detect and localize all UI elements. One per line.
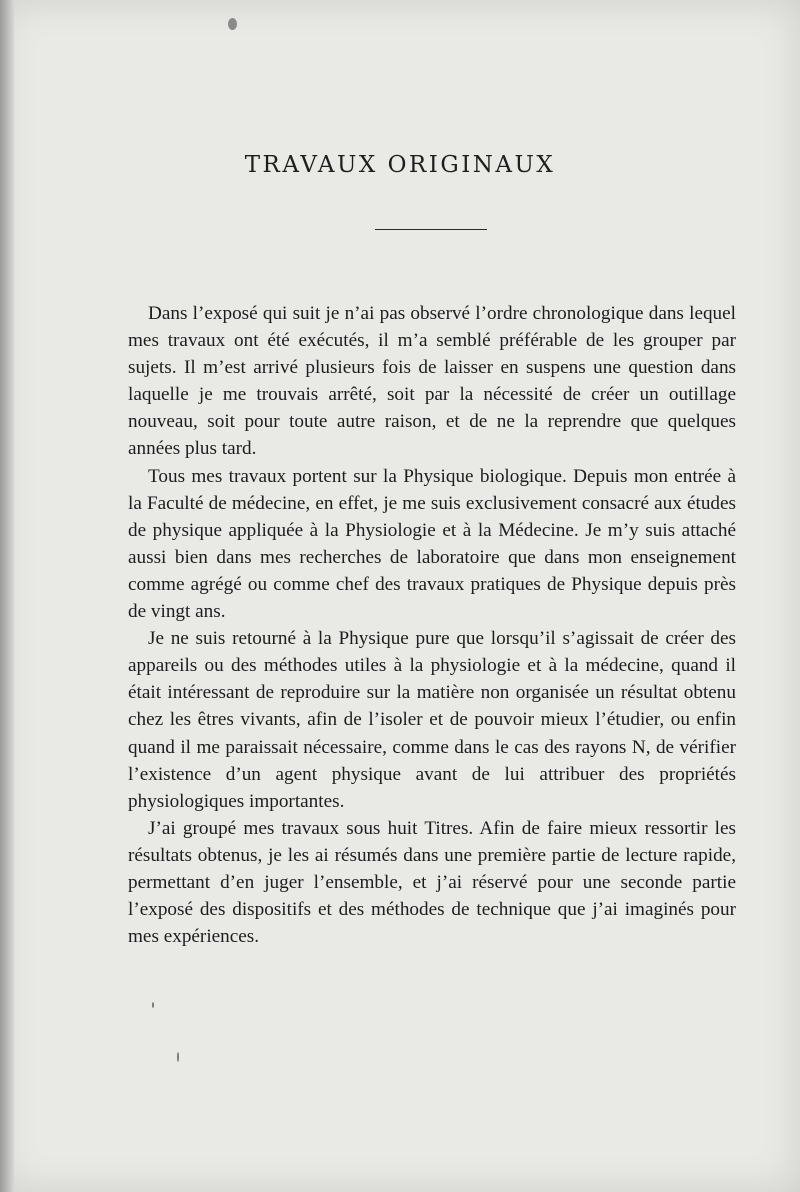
- paragraph: Je ne suis retourné à la Physique pure que lorsqu’il s’agissait de créer des appareils ou des méthodes utiles à la physiologie et à la médecine, quand il était intéressant de reproduire sur la matière non organisée un résultat obtenu chez les êtres vivants, afin de l’isoler et de pouvoir mieux l’étudier, ou enfin quand il me paraissait nécessaire, comme dans le cas des rayons N, de vérifier l’existence d’un agent physique avant de lui attribuer des propriétés physiologiques importantes.: [128, 628, 736, 812]
- page-edge-shadow: [0, 0, 14, 1192]
- paper-speck: [177, 1052, 179, 1062]
- page-title: TRAVAUX ORIGINAUX: [244, 152, 556, 178]
- paper-speck: [152, 1002, 154, 1008]
- body-text: [128, 300, 736, 950]
- paragraph: Tous mes travaux portent sur la Physique biologique. Depuis mon entrée à la Faculté de médecine, en effet, je me suis exclusivement consacré aux études de physique appliquée à la Physiologie et à la Médecine. Je m’y suis attaché aussi bien dans mes recherches de laboratoire que dans mon enseignement comme agrégé ou comme chef des travaux pratiques de Physique depuis près de vingt ans.: [128, 465, 736, 623]
- paragraph: J’ai groupé mes travaux sous huit Titres. Afin de faire mieux ressortir les résultats obtenus, je les ai résumés dans une première partie de lecture rapide, permettant d’en juger l’ensemble, et j’ai réservé pour une seconde partie l’exposé des dispositifs et des méthodes de technique que j’ai imaginés pour mes expériences.: [128, 817, 736, 948]
- paper-speck: [228, 18, 237, 30]
- paragraph: Dans l’exposé qui suit je n’ai pas observé l’ordre chronologique dans lequel mes travaux ont été exécutés, il m’a semblé préférable de les grouper par sujets. Il m’est arrivé plusieurs fois de laisser en suspens une question dans laquelle je me trouvais arrêté, soit par la nécessité de créer un outillage nouveau, soit pour toute autre raison, et de ne la reprendre que quelques années plus tard.: [128, 303, 736, 460]
- title-rule-divider: [375, 229, 487, 230]
